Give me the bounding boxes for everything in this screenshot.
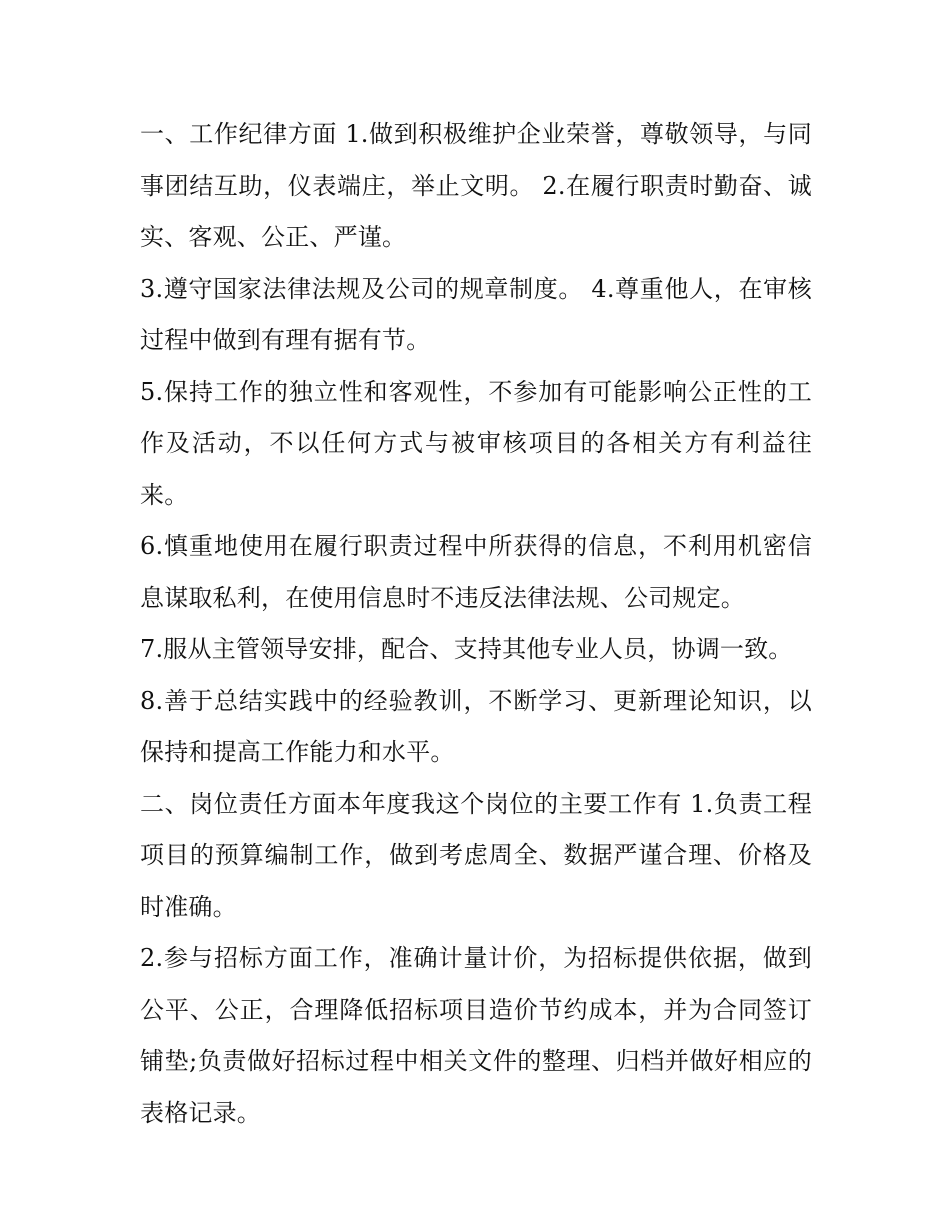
paragraph-job-responsibility: 二、岗位责任方面本年度我这个岗位的主要工作有 1.负责工程项目的预算编制工作，做到考虑周全、数据严谨合理、价格及时准确。 (140, 789, 812, 921)
document-body (140, 109, 812, 1139)
paragraph-item-8: 8.善于总结实践中的经验教训，不断学习、更新理论知识，以保持和提高工作能力和水平。 (140, 686, 812, 766)
paragraph-bidding-work: 2.参与招标方面工作，准确计量计价，为招标提供依据，做到公平、公正，合理降低招标项目造价节约成本，并为合同签订铺垫;负责做好招标过程中相关文件的整理、归档并做好相应的表格记录。 (140, 944, 812, 1127)
paragraph-work-discipline: 一、工作纪律方面 1.做到积极维护企业荣誉，尊敬领导，与同事团结互助，仪表端庄，举止文明。 2.在履行职责时勤奋、诚实、客观、公正、严谨。 (140, 120, 812, 251)
paragraph-item-3-4: 3.遵守国家法律法规及公司的规章制度。 4.尊重他人，在审核过程中做到有理有据有节。 (140, 274, 812, 354)
paragraph-item-7: 7.服从主管领导安排，配合、支持其他专业人员，协调一致。 (140, 635, 793, 663)
paragraph-item-5: 5.保持工作的独立性和客观性，不参加有可能影响公正性的工作及活动，不以任何方式与被审核项目的各相关方有利益往来。 (140, 377, 812, 509)
paragraph-item-6: 6.慎重地使用在履行职责过程中所获得的信息，不利用机密信息谋取私利，在使用信息时不违反法律法规、公司规定。 (140, 532, 812, 612)
